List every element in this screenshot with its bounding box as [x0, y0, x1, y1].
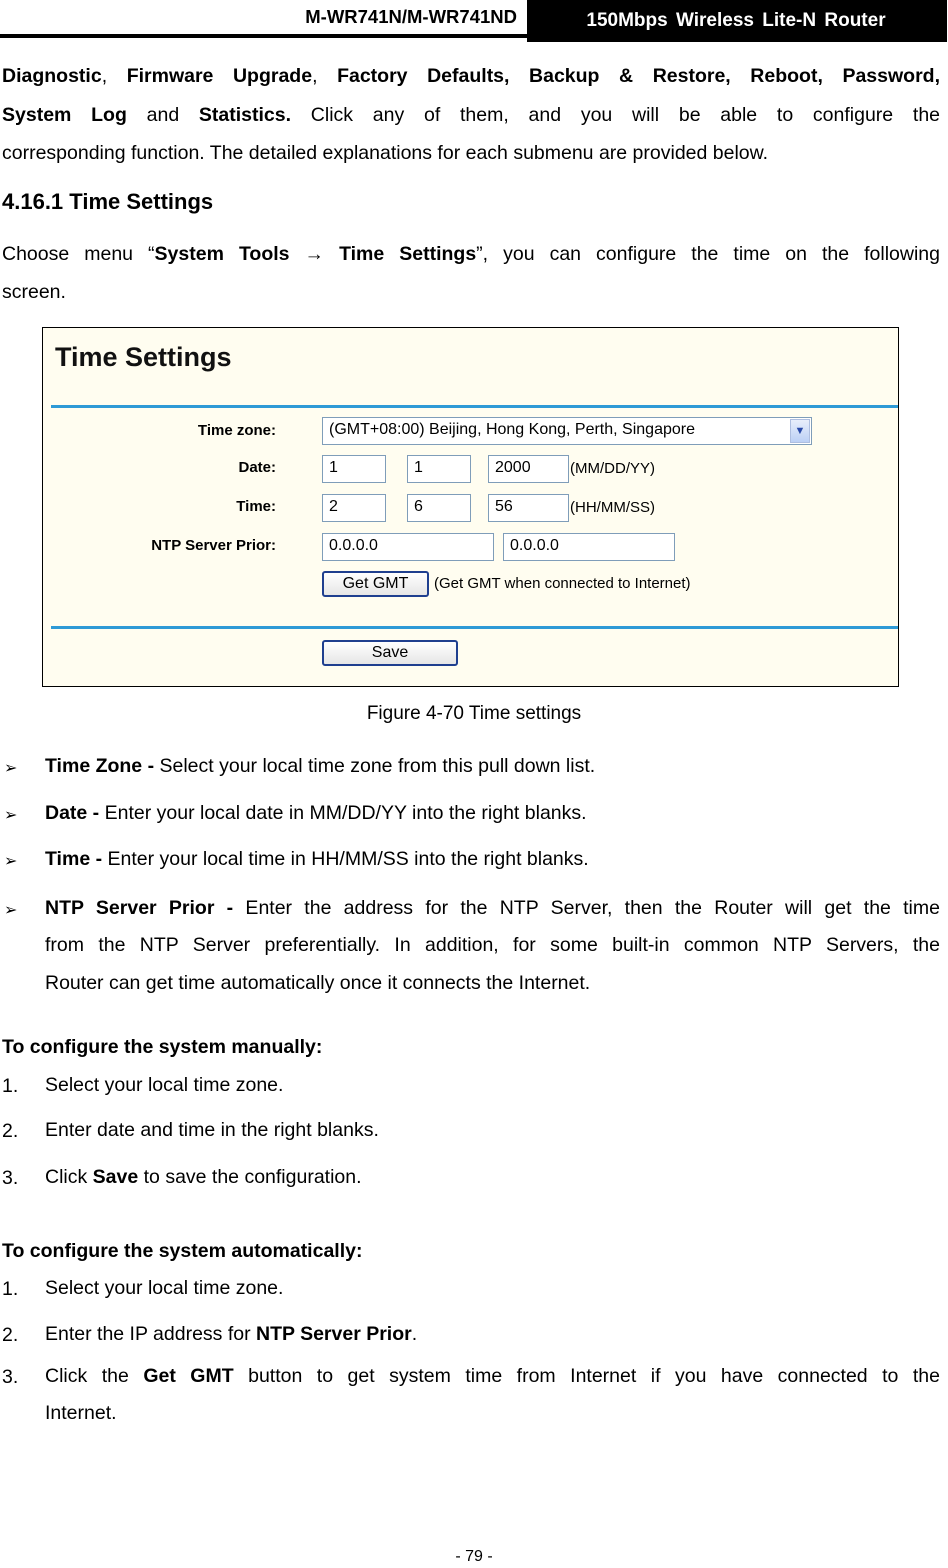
choose-text: ”, you can configure the time on the following: [476, 243, 940, 265]
intro-line-3: corresponding function. The detailed explanations for each submenu are provided below.: [2, 142, 769, 164]
intro-term-firmware: Firmware Upgrade: [126, 65, 313, 87]
choose-text: Choose menu “: [2, 243, 155, 265]
intro-sep: ,: [312, 65, 338, 87]
time-format-hint: (HH/MM/SS): [570, 499, 655, 516]
section-heading: [2, 189, 213, 215]
page-number: - 79 -: [455, 1548, 493, 1565]
time-zone-label: Time zone:: [197, 422, 276, 439]
bullet-term: Time -: [45, 848, 103, 870]
get-gmt-button[interactable]: Get GMT: [322, 571, 429, 597]
step-number: 2.: [2, 1120, 19, 1142]
choose-line-2: screen.: [2, 281, 66, 303]
bullet-date: [45, 794, 940, 832]
step-number: 3.: [2, 1366, 19, 1388]
bullet-icon: ➢: [4, 902, 18, 919]
intro-term-statistics: Statistics.: [198, 104, 292, 126]
bullet-icon: ➢: [4, 853, 18, 870]
step-bold: Get GMT: [143, 1365, 234, 1387]
bullet-term: NTP Server Prior -: [45, 897, 234, 919]
step-text: to save the configuration.: [138, 1166, 362, 1188]
manual-step-3: [45, 1158, 940, 1196]
get-gmt-hint: (Get GMT when connected to Internet): [434, 575, 691, 592]
step-number: 1.: [2, 1075, 19, 1097]
date-month-input[interactable]: 1: [322, 455, 386, 483]
bullet-ntp-line-1: [45, 889, 940, 927]
step-text: .: [411, 1323, 418, 1345]
bullet-time: [45, 840, 940, 878]
bullet-text: Select your local time zone from this pull down list.: [154, 755, 596, 777]
section-number: 4.16.1: [2, 189, 64, 214]
bullet-text: Enter your local date in MM/DD/YY into the right blanks.: [99, 802, 587, 824]
manual-heading: [2, 1028, 940, 1066]
bullet-icon: ➢: [4, 760, 18, 777]
page-header: [0, 0, 948, 42]
bullet-term: Time Zone -: [45, 755, 155, 777]
time-minute-input[interactable]: 6: [407, 494, 471, 522]
date-day-input[interactable]: 1: [407, 455, 471, 483]
date-year-input[interactable]: 2000: [488, 455, 569, 483]
intro-text: Click any of them, and you will be able to configure the: [291, 104, 941, 126]
automatic-step-1: Select your local time zone.: [45, 1277, 284, 1299]
time-second-input[interactable]: 56: [488, 494, 569, 522]
arrow-icon: →: [304, 243, 325, 265]
time-settings-screenshot: [42, 327, 899, 687]
step-text: button to get system time from Internet if you have connected to the: [233, 1365, 940, 1387]
step-number: 1.: [2, 1278, 19, 1300]
header-product: 150Mbps Wireless Lite-N Router: [527, 0, 945, 42]
figure-caption: Figure 4-70 Time settings: [366, 703, 582, 724]
bullet-icon: ➢: [4, 807, 18, 824]
bullet-term: Date -: [45, 802, 100, 824]
header-model: M-WR741N/M-WR741ND: [0, 0, 527, 38]
bullet-text: Enter the address for the NTP Server, then the Router will get the time: [233, 897, 940, 919]
step-bold: NTP Server Prior: [256, 1323, 412, 1345]
automatic-step-3: [45, 1357, 940, 1395]
intro-term-systemlog: System Log: [2, 104, 127, 126]
intro-sep: ,: [101, 65, 127, 87]
step-number: 2.: [2, 1324, 19, 1346]
ntp-secondary-input[interactable]: 0.0.0.0: [503, 533, 675, 561]
ntp-primary-input[interactable]: 0.0.0.0: [322, 533, 494, 561]
bullet-ntp-line-2: from the NTP Server preferentially. In addition, for some built-in common NTP Servers, the: [45, 934, 940, 956]
bottom-divider: [51, 626, 899, 629]
chevron-down-icon[interactable]: ▼: [790, 419, 810, 443]
step-text: Click the: [45, 1365, 144, 1387]
step-number: 3.: [2, 1167, 19, 1189]
date-label: Date:: [238, 459, 276, 476]
save-button[interactable]: Save: [322, 640, 458, 666]
manual-heading-text: To configure the system manually:: [2, 1036, 323, 1058]
intro-line-1: [2, 57, 940, 95]
step-bold: Save: [92, 1166, 139, 1188]
automatic-step-3-line-2: Internet.: [45, 1402, 117, 1424]
choose-line-1: [2, 235, 940, 273]
step-text: Click: [45, 1166, 93, 1188]
bullet-time-zone: [45, 747, 940, 785]
top-divider: [51, 405, 899, 408]
time-zone-select[interactable]: [322, 417, 812, 445]
intro-term-factory: Factory Defaults, Backup & Restore, Reboot, Password,: [337, 65, 940, 87]
automatic-step-2: [45, 1315, 940, 1353]
intro-term-diagnostic: Diagnostic: [2, 65, 102, 87]
screenshot-title: Time Settings: [55, 342, 232, 372]
time-label: Time:: [236, 498, 276, 515]
step-text: Enter the IP address for: [45, 1323, 257, 1345]
intro-text: and: [126, 104, 199, 126]
time-hour-input[interactable]: 2: [322, 494, 386, 522]
section-title: Time Settings: [69, 189, 214, 214]
intro-line-2: [2, 96, 940, 134]
manual-step-1: Select your local time zone.: [45, 1074, 284, 1096]
date-format-hint: (MM/DD/YY): [570, 460, 655, 477]
ntp-server-label: NTP Server Prior:: [151, 537, 276, 554]
bullet-text: Enter your local time in HH/MM/SS into the right blanks.: [102, 848, 589, 870]
automatic-heading: [2, 1232, 940, 1270]
choose-menu-time-settings: Time Settings: [339, 243, 477, 265]
bullet-ntp-line-3: Router can get time automatically once it connects the Internet.: [45, 972, 591, 994]
choose-menu-system-tools: System Tools: [154, 243, 290, 265]
automatic-heading-text: To configure the system automatically:: [2, 1240, 363, 1262]
time-zone-value: (GMT+08:00) Beijing, Hong Kong, Perth, Singapore: [329, 421, 695, 438]
manual-step-2: Enter date and time in the right blanks.: [45, 1119, 379, 1141]
